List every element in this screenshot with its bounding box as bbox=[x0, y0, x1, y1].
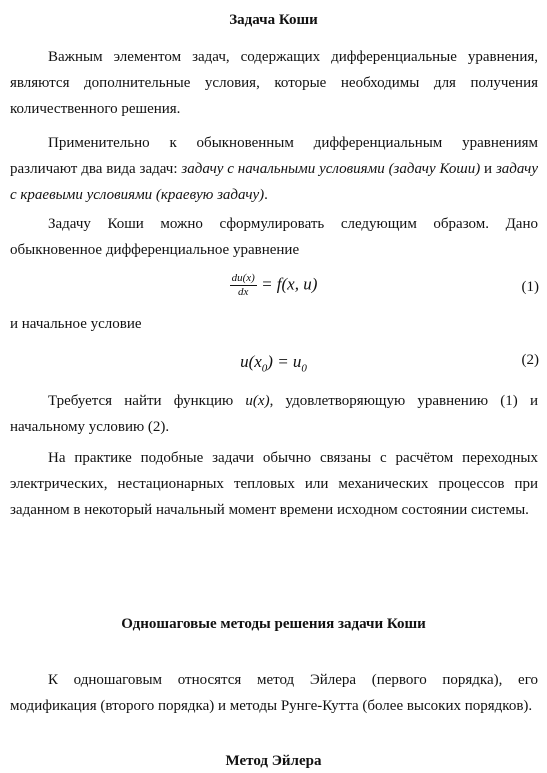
find-function-text: Требуется найти функцию bbox=[48, 393, 246, 409]
subscript-x0: 0 bbox=[261, 362, 268, 375]
paragraph-one-step-methods: К одношаговым относятся метод Эйлера (первого порядка), его модификация (второго порядка) и методы Рунге-Кутта (более высоких порядков). bbox=[10, 672, 538, 714]
paragraph-find-function bbox=[10, 388, 538, 440]
paragraph-practice: На практике подобные задачи обычно связаны с расчётом переходных электрических, нестационарных тепловых или механических процессов при заданном в некоторый начальный момент времени исходном состоянии системы. bbox=[10, 450, 538, 518]
problem-types-text: Применительно к обыкновенным дифференциальным уравнениям различают два вида задач: bbox=[10, 135, 538, 177]
equation-2-mid: ) = u bbox=[267, 352, 302, 371]
find-function-rest: , удовлетворяющую уравнению (1) и начальному условию (2). bbox=[10, 393, 538, 435]
equation-2-body bbox=[0, 352, 547, 374]
equation-2-lhs: u(x bbox=[240, 352, 262, 371]
conjunction-text: и bbox=[480, 161, 496, 177]
paragraph-formulation: Задачу Коши можно сформулировать следующим образом. Дано обыкновенное дифференциальное уравнение bbox=[10, 216, 538, 258]
period-text: . bbox=[264, 187, 268, 203]
equation-1-body bbox=[0, 272, 547, 299]
equation-1 bbox=[0, 272, 547, 312]
equation-1-rhs: = f(x, u) bbox=[261, 274, 318, 294]
subscript-u0: 0 bbox=[301, 362, 307, 375]
equation-2-number: (2) bbox=[521, 352, 539, 368]
equation-1-number: (1) bbox=[521, 279, 539, 295]
fraction-numerator: du(x) bbox=[231, 272, 255, 284]
boundary-problem-term: задачу с краевыми условиями (краевую задачу) bbox=[10, 161, 538, 203]
paragraph-problem-types bbox=[10, 130, 538, 208]
section-title-euler-method: Метод Эйлера bbox=[225, 753, 322, 769]
paragraph-initial-condition: и начальное условие bbox=[10, 316, 142, 332]
function-ux: u(x) bbox=[245, 393, 270, 409]
cauchy-problem-term: задачу с начальными условиями (задачу Коши) bbox=[181, 161, 481, 177]
section-title-cauchy-problem: Задача Коши bbox=[229, 12, 318, 28]
equation-2 bbox=[0, 350, 547, 390]
paragraph-intro: Важным элементом задач, содержащих дифференциальные уравнения, являются дополнительные условия, которые необходимы для получения количественного решения. bbox=[10, 49, 538, 117]
derivative-fraction bbox=[230, 272, 257, 299]
section-title-one-step-methods: Одношаговые методы решения задачи Коши bbox=[121, 616, 426, 632]
fraction-denominator: dx bbox=[238, 286, 249, 298]
